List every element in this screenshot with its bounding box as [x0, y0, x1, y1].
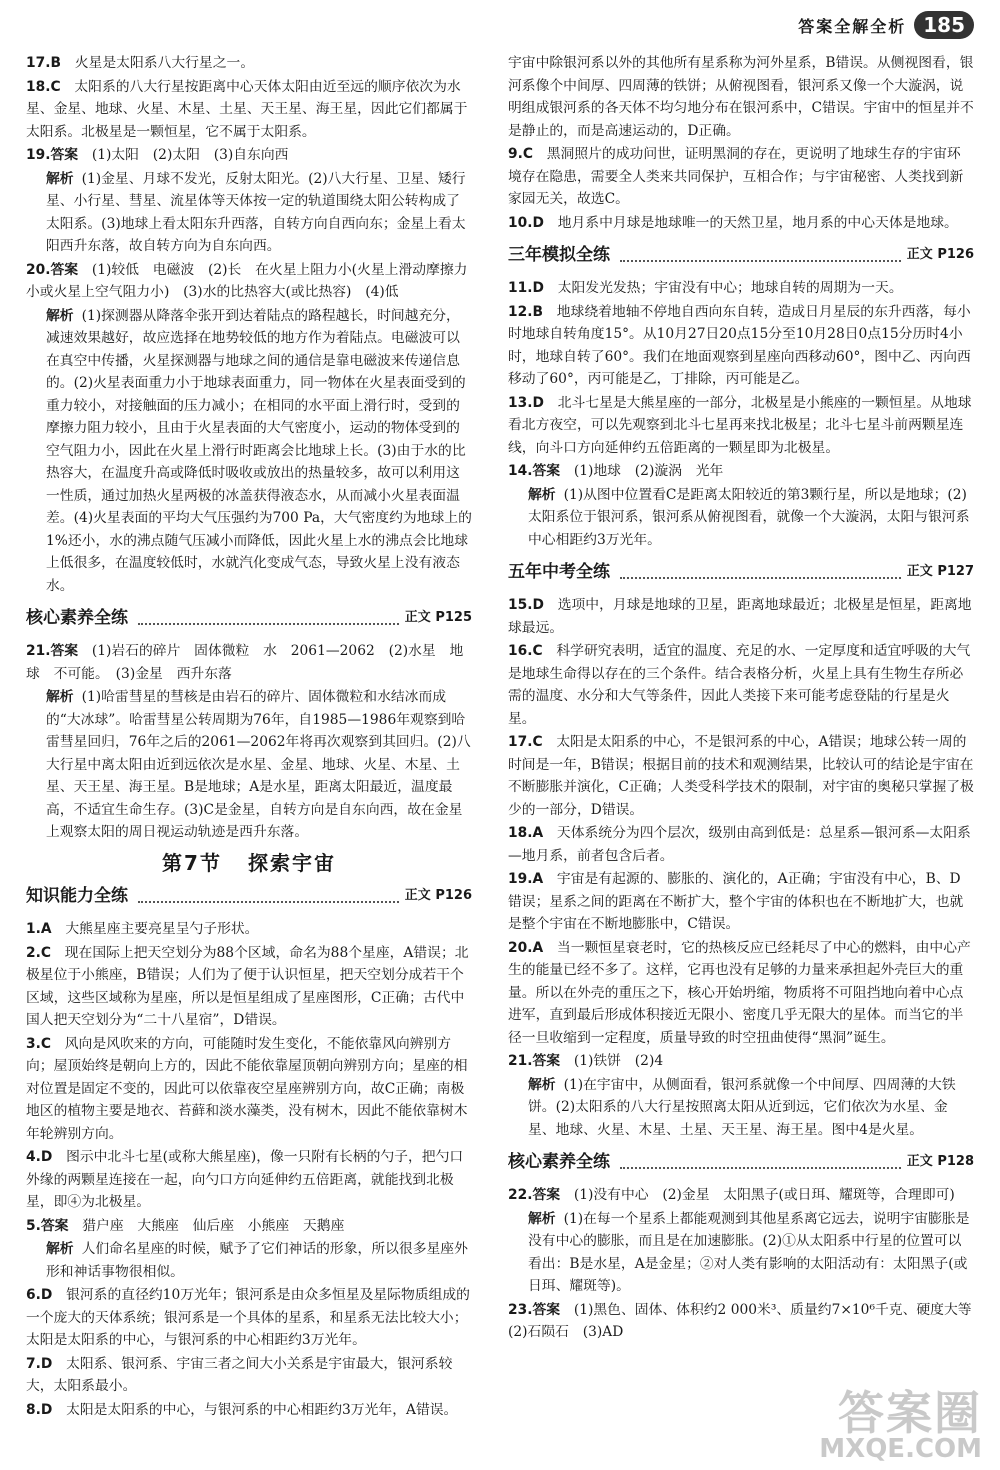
explanation	[508, 1208, 974, 1298]
answer-item	[508, 731, 974, 821]
item-text: 太阳是太阳系的中心，与银河系的中心相距约3万光年，A错误。	[66, 1401, 458, 1418]
section-dots	[620, 565, 901, 579]
answer-item	[508, 640, 974, 730]
item-text: 太阳系、银河系、宇宙三者之间大小关系是宇宙最大，银河系较大，太阳系最小。	[26, 1355, 453, 1394]
answer-item	[508, 1299, 986, 1344]
section-header-core-literacy-2	[508, 1148, 974, 1176]
item-number: 11.D	[508, 280, 544, 296]
right-items-top	[508, 52, 974, 234]
explanation	[26, 305, 472, 598]
answer-item	[508, 1184, 974, 1207]
item-text: (1)黑色、固体、体积约2 000米³、质量约7×10⁶千克、硬度大等 (2)石陨石 (3)AD	[508, 1301, 986, 1340]
section-ref: 正文 P127	[906, 563, 974, 579]
left-column	[26, 52, 472, 1422]
explain-text: (1)在每一个星系上都能观测到其他星系离它远去，说明宇宙膨胀是没有中心的膨胀，而且是在加速膨胀。(2)①从太阳系中行星的位置可以看出：B是水星，A是金星；②对人类有影响的太阳活动有：太阳黑子(或日珥、耀斑等)。	[528, 1210, 970, 1294]
item-text: 太阳发光发热；宇宙没有中心；地球自转的周期为一天。	[557, 280, 903, 296]
item-text: 科学研究表明，适宜的温度、充足的水、一定厚度和适宜呼吸的大气是地球生命得以存在的三个条件。结合表格分析，火星上具有生物生存所必需的温度、水分和大气等条件，因此人类接下来可能考虑登陆的行星是火星。	[508, 643, 971, 727]
item-number: 1.A	[26, 921, 52, 937]
item-number: 20.A	[508, 939, 544, 956]
explain-text: (1)在宇宙中，从侧面看，银河系就像一个中间厚、四周薄的大铁饼。(2)太阳系的八大行星按照离太阳从近到远，它们依次为水星、金星、地球、火星、木星、土星、天王星、海王星。图中4是火星。	[528, 1076, 956, 1138]
answer-item	[508, 868, 974, 936]
item-number: 16.C	[508, 643, 543, 659]
item-number: 20.答案	[26, 261, 79, 278]
answer-item	[26, 1399, 472, 1422]
item-number: 21.答案	[508, 1053, 561, 1069]
section-ref: 正文 P126	[906, 246, 974, 262]
explain-text: (1)金星、月球不发光，反射太阳光。(2)八大行星、卫星、矮行星、小行星、彗星、流星体等天体按一定的轨道围绕太阳公转构成了太阳系。(3)地球上看太阳东升西落，自转方向自西向东；金星上看太阳西升东落，故自转方向为自东向西。	[46, 170, 466, 254]
item-number: 15.D	[508, 597, 544, 613]
explanation	[508, 484, 974, 552]
item-text: 北斗七星是大熊星座的一部分，北极星是小熊座的一颗恒星。从地球看北方夜空，可以先观察到北斗七星再来找北极星；北斗七星斗前两颗星连线，向斗口方向延伸约五倍距离的一颗星即为北极星。	[508, 394, 972, 456]
answer-item	[26, 942, 472, 1032]
item-text: 猎户座 大熊座 仙后座 小熊座 天鹅座	[82, 1217, 345, 1234]
watermark-site: MXQE.COM	[819, 1434, 982, 1464]
item-text: 宇宙中除银河系以外的其他所有星系称为河外星系，B错误。从侧视图看，银河系像个中间厚、四周薄的铁饼；从俯视图看，银河系又像一个大漩涡，说明组成银河系的各天体不均匀地分布在银河系中，C错误。宇宙中的恒星并不是静止的，而是高速运动的，D正确。	[508, 55, 974, 139]
section-dots	[138, 611, 399, 625]
section-title: 知识能力全练	[26, 885, 128, 906]
header-title: 答案全解全析	[798, 16, 907, 36]
item-text: 现在国际上把天空划分为88个区域，命名为88个星座，A错误；北极星位于小熊座，B错误；人们为了便于认识恒星，把天空划分成若干个区域，这些区域称为星座，所以是恒星组成了星座图形，C正确；古代中国人把天空划分为“二十八星宿”，D错误。	[26, 944, 469, 1028]
answer-item	[26, 1033, 472, 1146]
item-number: 19.答案	[26, 147, 79, 163]
explain-label: 解析	[46, 1241, 74, 1257]
page-header	[798, 8, 974, 42]
item-number: 9.C	[508, 146, 533, 162]
item-text: (1)太阳 (2)太阳 (3)自东向西	[91, 147, 289, 163]
item-number: 3.C	[26, 1035, 51, 1052]
item-text: 银河系的直径约10万光年；银河系是由众多恒星及星际物质组成的一个庞大的天体系统；银河系是一个具体的星系，和星系无法比较大小；太阳是太阳系的中心，与银河系的中心相距约3万光年。	[26, 1287, 470, 1348]
item-number: 5.答案	[26, 1217, 69, 1234]
section-title: 三年模拟全练	[508, 244, 610, 265]
item-number: 17.B	[26, 55, 61, 71]
item-text: (1)没有中心 (2)金星 太阳黑子(或日珥、耀斑等，合理即可)	[573, 1187, 955, 1203]
item-text: (1)较低 电磁波 (2)长 在火星上阻力小(火星上滑动摩擦力小或火星上空气阻力小) (3)水的比热容大(或比热容) (4)低	[26, 261, 468, 300]
item-text: 当一颗恒星衰老时，它的热核反应已经耗尽了中心的燃料，由中心产生的能量已经不多了。这样，它再也没有足够的力量来承担起外壳巨大的重量。所以在外壳的重压之下，核心开始坍缩，物质将不可阻挡地向着中心点进军，直到最后形成体积接近无限小、密度几乎无限大的星体。而当它的半径一旦收缩到一定程度，质量导致的时空扭曲使得“黑洞”诞生。	[508, 939, 971, 1046]
watermark-text: 答案圈	[838, 1386, 982, 1440]
item-text: 黑洞照片的成功问世，证明黑洞的存在，更说明了地球生存的宇宙环境存在隐患，需要全人类来共同保护，互相合作；与宇宙秘密、人类找到新家园无关，故选C。	[508, 146, 964, 207]
section-title: 核心素养全练	[26, 607, 128, 628]
answer-item	[26, 1146, 472, 1214]
chapter-num: 第7节	[162, 850, 222, 875]
explain-label: 解析	[528, 1076, 556, 1093]
item-text: 太阳是太阳系的中心，不是银河系的中心，A错误；地球公转一周的时间是一年，B错误；根据目前的技术和观测结果，比较认可的结论是宇宙在不断膨胀并演化，C正确；人类受科学技术的限制，对宇宙的奥秘只掌握了极少的一部分，D错误。	[508, 734, 974, 818]
answer-item	[26, 640, 472, 685]
explanation	[26, 1238, 472, 1283]
item-text: 图示中北斗七星(或称大熊星座)，像一只附有长柄的勺子，把勺口外缘的两颗星连接在一起，向勺口方向延伸约五倍距离，就能找到北极星，即④为北极星。	[26, 1149, 464, 1210]
item-number: 2.C	[26, 944, 51, 961]
chapter-title	[26, 852, 472, 875]
item-text: 地月系中月球是地球唯一的天然卫星，地月系的中心天体是地球。	[557, 214, 958, 231]
explain-label: 解析	[528, 1210, 556, 1227]
item-text: (1)铁饼 (2)4	[573, 1053, 664, 1069]
section-dots	[620, 248, 901, 262]
right-column	[508, 52, 986, 1345]
item-number: 12.B	[508, 303, 543, 320]
section-dots	[138, 889, 399, 903]
item-text: 太阳系的八大行星按距离中心天体太阳由近至远的顺序依次为水星、金星、地球、火星、木星、土星、天王星、海王星，因此它们都属于太阳系。北极星是一颗恒星，它不属于太阳系。	[26, 78, 468, 140]
answer-item	[508, 52, 974, 142]
explain-label: 解析	[46, 170, 74, 187]
explain-text: (1)探测器从降落伞张开到达着陆点的路程越长，时间越充分，减速效果越好，故应选择在地势较低的地方作为着陆点。电磁波可以在真空中传播，火星探测器与地球之间的通信是靠电磁波来传递信息的。(2)火星表面重力小于地球表面重力，同一物体在火星表面受到的重力较小，对接触面的压力减小；在相同的水平面上滑行时，受到的摩擦力阻力较小，且由于火星表面的大气密度小，运动的物体受到的空气阻力小，因此在火星上滑行时距离会比地球上长。(3)由于水的比热容大，在温度升高或降低时吸收或放出的热量较多，故可以利用这一性质，通过加热火星两极的冰盖获得液态水，从而减小火星表面温差。(4)火星表面的平均大气压强约为700 Pa，大气密度约为地球上的1%还小，水的沸点随气压减小而降低，因此火星上水的沸点会比地球上低很多，在温度较低时，水就汽化变成气态，导致火星上没有液态水。	[46, 307, 472, 594]
chapter-name: 探索宇宙	[247, 850, 336, 875]
answer-item	[26, 52, 472, 75]
answer-item	[26, 76, 472, 144]
section-ref: 正文 P125	[404, 609, 472, 625]
item-text: 地球绕着地轴不停地自西向东自转，造成日月星辰的东升西落，每小时地球自转角度15°。从10月27日20点15分至10月28日0点15分历时4小时，地球自转了60°。我们在地面观察到星座向西移动60°，图中乙、丙向西移动了60°，丙可能是乙，丁排除，丙可能是乙。	[508, 303, 971, 387]
explain-label: 解析	[528, 486, 556, 503]
explain-text: (1)从图中位置看C是距离太阳较近的第3颗行星，所以是地球；(2)太阳系位于银河系，银河系从俯视图看，就像一个大漩涡，太阳与银河系中心相距约3万光年。	[528, 486, 970, 548]
section-header-core-literacy	[26, 604, 472, 632]
section-ref: 正文 P126	[404, 887, 472, 903]
answer-item	[508, 594, 974, 639]
item-text: 选项中，月球是地球的卫星，距离地球最近；北极星是恒星，距离地球最远。	[508, 597, 972, 636]
answer-item	[508, 212, 974, 235]
item-number: 17.C	[508, 734, 543, 750]
answer-item	[26, 918, 472, 941]
item-number: 22.答案	[508, 1187, 561, 1203]
item-number: 13.D	[508, 394, 544, 411]
item-text: 火星是太阳系八大行星之一。	[74, 55, 255, 71]
explanation	[26, 686, 472, 844]
answer-item	[508, 822, 974, 867]
item-number: 7.D	[26, 1355, 53, 1372]
item-text: 天体系统分为四个层次，级别由高到低是：总星系—银河系—太阳系—地月系，前者包含后者。	[508, 825, 971, 864]
section-title: 五年中考全练	[508, 561, 610, 582]
item-text: 风向是风吹来的方向，可能随时发生变化，不能依靠风向辨别方向；屋顶始终是朝向上方的，因此不能依靠屋顶朝向辨别方向；星座的相对位置是固定不变的，因此可以依靠夜空星座辨别方向，故C正确；南极地区的植物主要是地衣、苔藓和淡水藻类，没有树木，因此不能依靠树木年轮辨别方向。	[26, 1035, 468, 1142]
item-number: 10.D	[508, 214, 544, 231]
item-number: 14.答案	[508, 463, 561, 479]
section-header-three-year	[508, 241, 974, 269]
left-items-mid	[26, 640, 472, 844]
section-header-knowledge	[26, 882, 472, 910]
answer-item	[508, 937, 974, 1050]
left-items-bottom	[26, 918, 472, 1421]
right-items-c	[508, 1184, 986, 1344]
item-number: 19.A	[508, 871, 544, 887]
answer-item	[26, 144, 472, 167]
item-number: 23.答案	[508, 1301, 561, 1318]
explanation	[508, 1074, 974, 1142]
explanation	[26, 168, 472, 258]
answer-item	[26, 259, 472, 304]
answer-item	[508, 392, 974, 460]
explain-text: 人们命名星座的时候，赋予了它们神话的形象，所以很多星座外形和神话事物很相似。	[46, 1241, 468, 1280]
section-dots	[620, 1155, 901, 1169]
right-items-b	[508, 594, 974, 1141]
answer-item	[508, 277, 974, 300]
item-text: 大熊星座主要亮星呈勺子形状。	[65, 921, 259, 937]
item-text: (1)地球 (2)漩涡 光年	[573, 463, 724, 479]
item-number: 6.D	[26, 1287, 53, 1303]
answer-item	[26, 1284, 472, 1352]
item-number: 18.C	[26, 78, 61, 95]
answer-item	[26, 1353, 472, 1398]
item-number: 18.A	[508, 825, 544, 841]
answer-item	[26, 1215, 472, 1238]
section-header-five-year	[508, 558, 974, 586]
explain-label: 解析	[46, 689, 74, 705]
explain-text: (1)哈雷彗星的彗核是由岩石的碎片、固体微粒和水结冰而成的“大冰球”。哈雷彗星公转周期为76年，自1985—1986年观察到哈雷彗星回归，76年之后的2061—2062年将再次观察到其回归。(2)八大行星中离太阳由近到远依次是水星、金星、地球、火星、木星、土星、天王星、海王星。B是地球；A是水星，距离太阳最近，温度最高，不适宜生命生存。(3)C是金星，自转方向是自东向西，故在金星上观察太阳的周日视运动轨迹是西升东落。	[46, 689, 471, 840]
right-items-a	[508, 277, 974, 551]
item-text: 宇宙是有起源的、膨胀的、演化的，A正确；宇宙没有中心，B、D错误；星系之间的距离在不断扩大，整个宇宙的体积也在不断地扩大，也就是整个宇宙在不断地膨胀中，C错误。	[508, 871, 964, 932]
item-text: (1)岩石的碎片 固体微粒 水 2061—2062 (2)水星 地球 不可能。 (3)金星 西升东落	[26, 643, 464, 682]
section-ref: 正文 P128	[906, 1153, 974, 1169]
explain-label: 解析	[46, 307, 74, 324]
answer-item	[508, 1050, 974, 1073]
answer-item	[508, 460, 974, 483]
item-number: 21.答案	[26, 643, 79, 659]
page-number: 185	[914, 11, 974, 39]
left-items-top	[26, 52, 472, 597]
section-title: 核心素养全练	[508, 1151, 610, 1172]
item-number: 8.D	[26, 1401, 53, 1418]
watermark-logo	[819, 1386, 982, 1464]
answer-item	[508, 143, 974, 211]
answer-item	[508, 301, 974, 391]
item-number: 4.D	[26, 1149, 53, 1165]
